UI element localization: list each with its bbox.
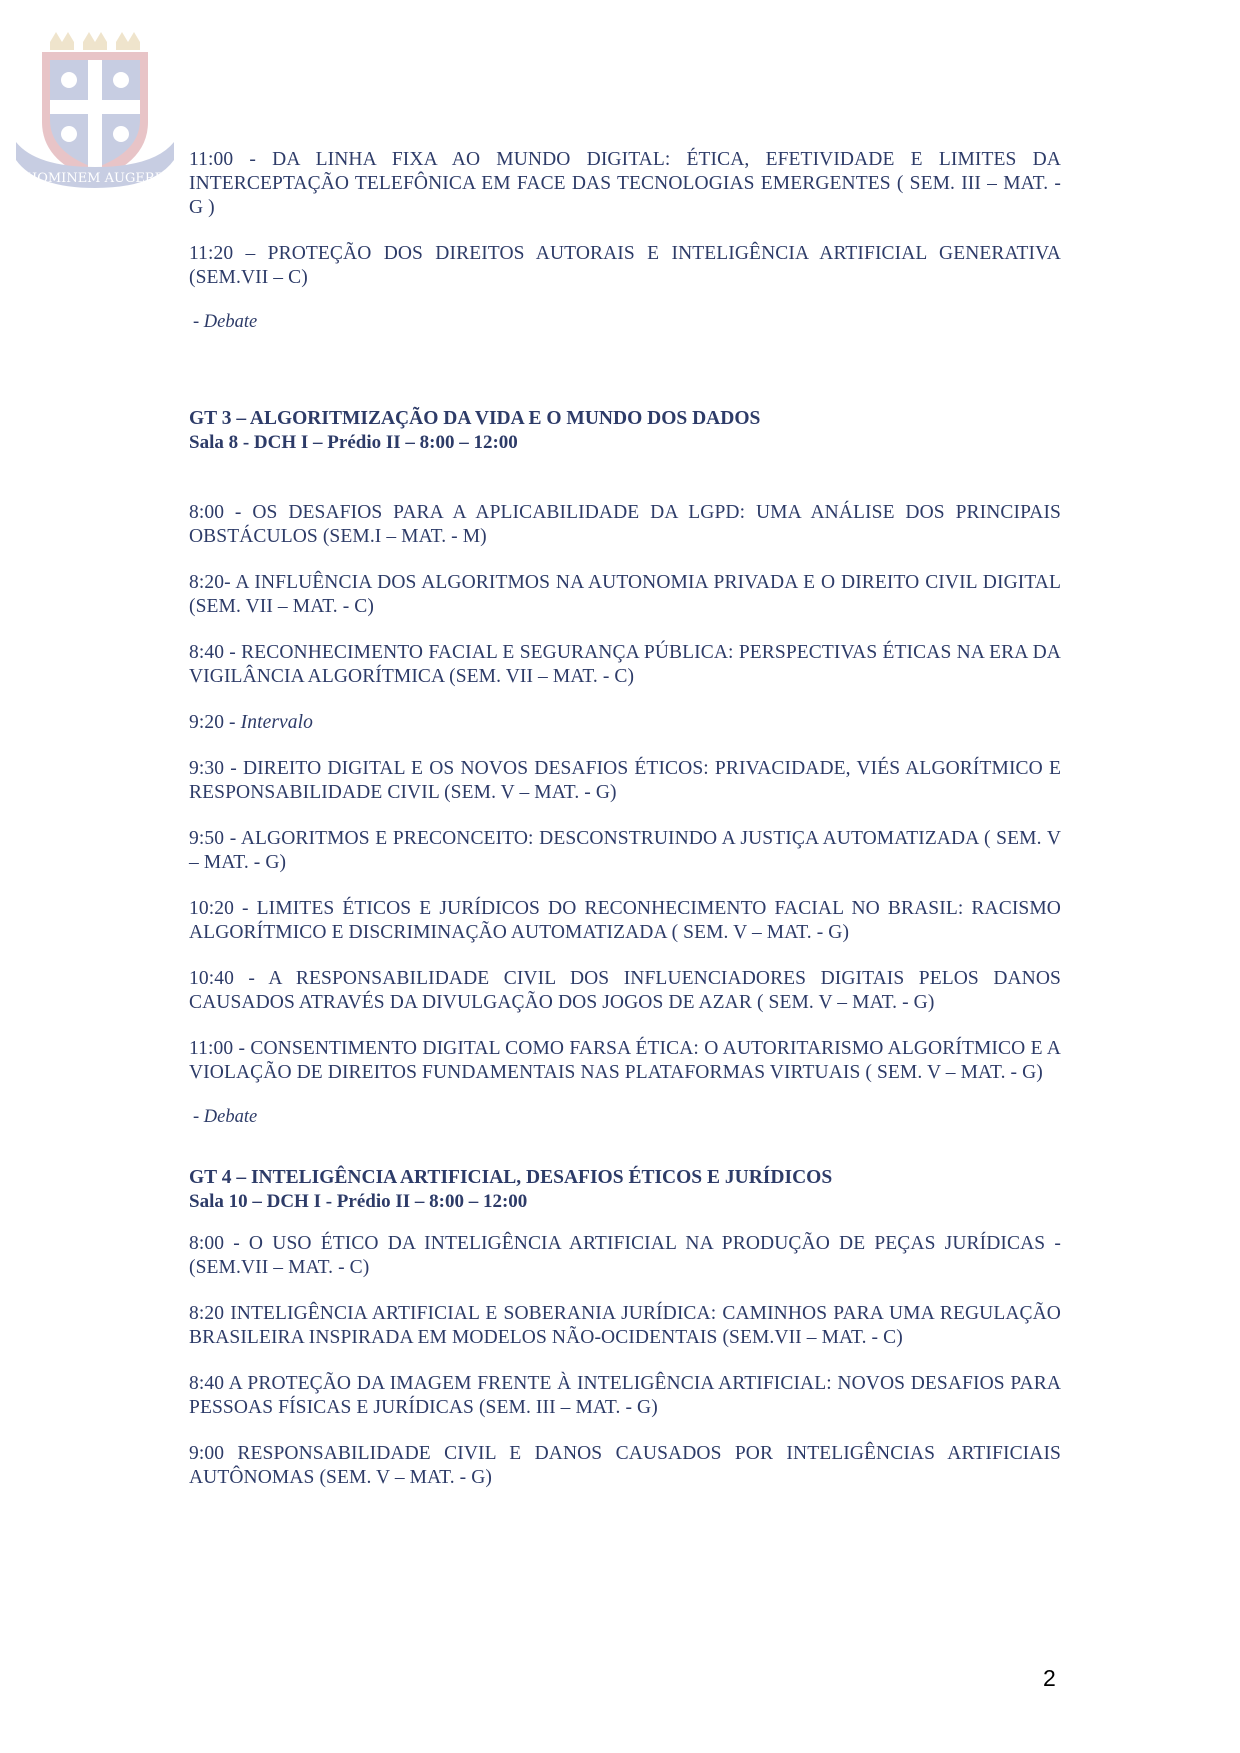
schedule-entry: 9:50 - ALGORITMOS E PRECONCEITO: DESCONSTRUINDO A JUSTIÇA AUTOMATIZADA ( SEM. V – MAT. - G)	[189, 828, 1061, 873]
interval-time: 9:20 -	[189, 712, 241, 733]
schedule-entry: 10:40 - A RESPONSABILIDADE CIVIL DOS INFLUENCIADORES DIGITAIS PELOS DANOS CAUSADOS ATRAVÉS DA DIVULGAÇÃO DOS JOGOS DE AZAR ( SEM. V – MAT. - G)	[189, 968, 1061, 1013]
debate-note: - Debate	[193, 1107, 258, 1127]
section-gt4	[189, 1166, 1061, 1490]
interval-entry	[189, 711, 1061, 735]
schedule-entry: 8:20- A INFLUÊNCIA DOS ALGORITMOS NA AUTONOMIA PRIVADA E O DIREITO CIVIL DIGITAL (SEM. VII – MAT. - C)	[189, 572, 1061, 617]
gt3-title: GT 3 – ALGORITMIZAÇÃO DA VIDA E O MUNDO DOS DADOS	[189, 408, 761, 429]
schedule-entry: 9:30 - DIREITO DIGITAL E OS NOVOS DESAFIOS ÉTICOS: PRIVACIDADE, VIÉS ALGORÍTMICO E RESPONSABILIDADE CIVIL (SEM. V – MAT. - G)	[189, 758, 1061, 803]
interval-label: Intervalo	[240, 712, 314, 733]
section-gt2-continuation	[189, 148, 1061, 333]
gt4-room: Sala 10 – DCH I - Prédio II – 8:00 – 12:00	[189, 1191, 528, 1212]
schedule-entry: 11:00 - DA LINHA FIXA AO MUNDO DIGITAL: ÉTICA, EFETIVIDADE E LIMITES DA INTERCEPTAÇÃO TELEFÔNICA EM FACE DAS TECNOLOGIAS EMERGENTES ( SEM. III – MAT. - G )	[189, 149, 1061, 218]
schedule-entry: 11:00 - CONSENTIMENTO DIGITAL COMO FARSA ÉTICA: O AUTORITARISMO ALGORÍTMICO E A VIOLAÇÃO DE DIREITOS FUNDAMENTAIS NAS PLATAFORMAS VIRTUAIS ( SEM. V – MAT. - G)	[189, 1038, 1061, 1083]
section-gt3	[189, 407, 1061, 1128]
gt3-room: Sala 8 - DCH I – Prédio II – 8:00 – 12:00	[189, 432, 518, 453]
schedule-entry: 8:00 - OS DESAFIOS PARA A APLICABILIDADE DA LGPD: UMA ANÁLISE DOS PRINCIPAIS OBSTÁCULOS (SEM.I – MAT. - M)	[189, 502, 1061, 547]
schedule-entry: 10:20 - LIMITES ÉTICOS E JURÍDICOS DO RECONHECIMENTO FACIAL NO BRASIL: RACISMO ALGORÍTMICO E DISCRIMINAÇÃO AUTOMATIZADA ( SEM. V – MAT. - G)	[189, 898, 1061, 943]
debate-note: - Debate	[193, 312, 258, 332]
schedule-entry: 8:00 - O USO ÉTICO DA INTELIGÊNCIA ARTIFICIAL NA PRODUÇÃO DE PEÇAS JURÍDICAS - (SEM.VII – MAT. - C)	[189, 1233, 1061, 1278]
schedule-entry: 8:40 - RECONHECIMENTO FACIAL E SEGURANÇA PÚBLICA: PERSPECTIVAS ÉTICAS NA ERA DA VIGILÂNCIA ALGORÍTMICA (SEM. VII – MAT. - C)	[189, 642, 1061, 687]
document-body	[189, 148, 1061, 1512]
gt4-title: GT 4 – INTELIGÊNCIA ARTIFICIAL, DESAFIOS ÉTICOS E JURÍDICOS	[189, 1167, 833, 1188]
schedule-entry: 11:20 – PROTEÇÃO DOS DIREITOS AUTORAIS E INTELIGÊNCIA ARTIFICIAL GENERATIVA (SEM.VII – C)	[189, 243, 1061, 288]
logo-motto: HOMINEM AUGERE	[25, 171, 165, 186]
university-crest-logo	[14, 22, 176, 202]
page-number: 2	[1043, 1665, 1056, 1691]
schedule-entry: 8:40 A PROTEÇÃO DA IMAGEM FRENTE À INTELIGÊNCIA ARTIFICIAL: NOVOS DESAFIOS PARA PESSOAS FÍSICAS E JURÍDICAS (SEM. III – MAT. - G)	[189, 1373, 1061, 1418]
schedule-entry: 8:20 INTELIGÊNCIA ARTIFICIAL E SOBERANIA JURÍDICA: CAMINHOS PARA UMA REGULAÇÃO BRASILEIRA INSPIRADA EM MODELOS NÃO-OCIDENTAIS (SEM.VII – MAT. - C)	[189, 1303, 1061, 1348]
schedule-entry: 9:00 RESPONSABILIDADE CIVIL E DANOS CAUSADOS POR INTELIGÊNCIAS ARTIFICIAIS AUTÔNOMAS (SEM. V – MAT. - G)	[189, 1443, 1061, 1488]
